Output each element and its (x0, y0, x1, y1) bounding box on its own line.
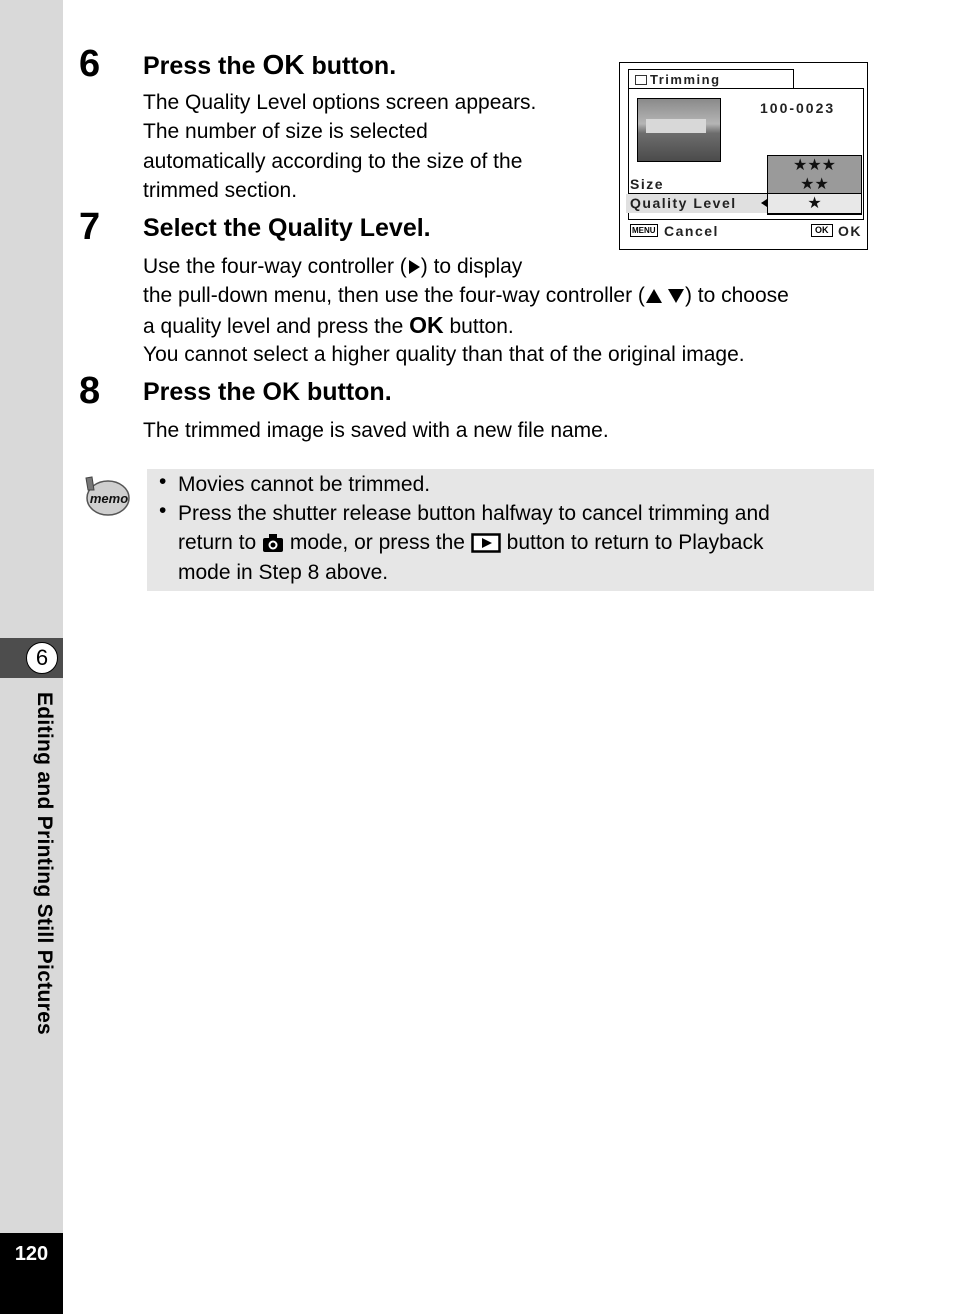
memo-item-1: Movies cannot be trimmed. (178, 473, 431, 496)
svg-text:memo: memo (89, 491, 129, 506)
step-7-text-4: You cannot select a higher quality than that of the original image. (143, 343, 745, 366)
quality-option-1-star: ★ (768, 194, 861, 213)
step-6-text-3: automatically according to the size of the (143, 150, 523, 173)
step-7-number: 7 (79, 206, 101, 248)
lcd-tab-trimming (628, 69, 794, 89)
camera-icon (262, 533, 284, 553)
bullet: • (159, 470, 167, 493)
step-7-text-2-start: the pull-down menu, then use the four-way controller ( (143, 284, 645, 307)
lcd-tab-title: Trimming (650, 72, 721, 87)
step-7-text-3-start: a quality level and press the (143, 315, 410, 338)
image-thumbnail (637, 98, 721, 162)
lcd-quality-level-row: Quality Level (626, 194, 767, 213)
step-6-title (143, 49, 396, 81)
step-8-number: 8 (79, 370, 101, 412)
step-8-title (143, 378, 392, 407)
camera-lcd-screen (619, 62, 868, 250)
quality-option-2-stars: ★★ (800, 176, 829, 193)
lcd-quality-dropdown (767, 155, 862, 215)
step-6-text-4: trimmed section. (143, 179, 298, 202)
quality-option-3-stars: ★★★ (792, 157, 837, 174)
lcd-ok-label: OK (838, 223, 862, 239)
page-number: 120 (14, 1243, 49, 1265)
lcd-cancel-label: Cancel (664, 223, 719, 239)
step-7-text-1 (143, 252, 522, 282)
down-triangle-icon (667, 288, 685, 304)
ok-button-glyph: OK (262, 378, 301, 406)
step-6-title-text: Press the (143, 52, 263, 80)
memo-item-2-line-3: mode in Step 8 above. (178, 561, 389, 584)
right-triangle-icon (407, 259, 421, 275)
menu-key-icon: MENU (632, 226, 656, 235)
bullet: • (159, 499, 167, 522)
chapter-number: 6 (26, 642, 58, 674)
trimming-icon (635, 75, 647, 85)
memo-item-2-line-2 (178, 528, 763, 558)
step-7-text-2 (143, 281, 789, 311)
step-6-number: 6 (79, 43, 101, 85)
memo-item-2-text-start: return to (178, 531, 263, 554)
step-8-text: The trimmed image is saved with a new file name. (143, 419, 609, 442)
step-7-text-1-start: Use the four-way controller ( (143, 255, 407, 278)
lcd-size-label: Size (630, 176, 665, 192)
step-7-text-3-end: button. (443, 315, 514, 338)
step-8-title-text: Press the (143, 378, 263, 406)
step-6-text-2: The number of size is selected (143, 120, 428, 143)
ok-button-glyph: OK (409, 312, 444, 338)
memo-item-2-text-end: button to return to Playback (500, 531, 764, 554)
playback-icon (471, 533, 501, 553)
step-6-text-1: The Quality Level options screen appears. (143, 91, 537, 114)
ok-key-icon: OK (811, 224, 833, 237)
step-7-title: Select the Quality Level. (143, 214, 431, 242)
ok-button-glyph: OK (262, 49, 305, 80)
step-7-text-3 (143, 311, 514, 342)
step-6-title-text-end: button. (304, 52, 397, 80)
step-7-text-2-end: ) to choose (684, 284, 789, 307)
memo-item-2-text-mid: mode, or press the (284, 531, 471, 554)
memo-icon (82, 476, 130, 518)
lcd-file-number: 100-0023 (760, 100, 836, 116)
step-7-text-1-end: ) to display (420, 255, 523, 278)
step-8-title-text-end: button. (300, 378, 392, 406)
memo-item-2-line-1: Press the shutter release button halfway to cancel trimming and (178, 502, 770, 525)
up-triangle-icon (645, 288, 663, 304)
chapter-title: Editing and Printing Still Pictures (33, 692, 56, 1036)
